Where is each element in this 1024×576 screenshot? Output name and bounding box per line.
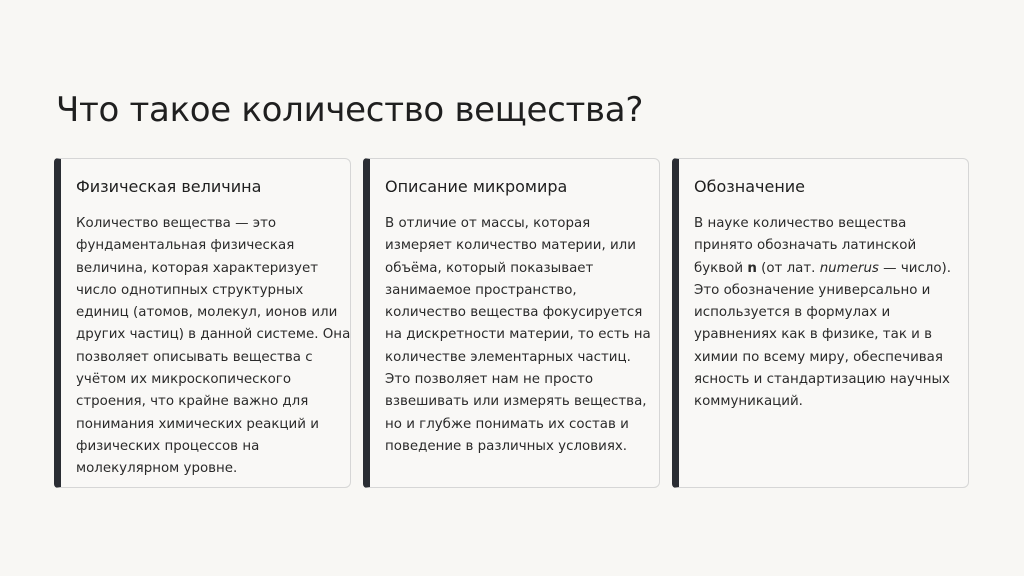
text-run: строения, что крайне важно для bbox=[76, 394, 309, 410]
text-run: взвешивать или измерять вещества, bbox=[385, 394, 647, 410]
text-run: число однотипных структурных bbox=[76, 282, 304, 298]
body-line bbox=[385, 436, 645, 458]
card-body bbox=[385, 213, 651, 458]
text-run: поведение в различных условиях. bbox=[385, 438, 628, 454]
body-line bbox=[76, 369, 336, 391]
body-line bbox=[694, 391, 954, 413]
body-line bbox=[385, 302, 645, 324]
text-run: единиц (атомов, молекул, ионов или bbox=[76, 305, 338, 321]
body-line bbox=[385, 258, 645, 280]
text-run: (от лат. bbox=[756, 260, 820, 276]
page-title: Что такое количество вещества? bbox=[56, 90, 644, 130]
body-line bbox=[76, 235, 336, 257]
text-run: химии по всему миру, обеспечивая bbox=[694, 349, 943, 365]
body-line bbox=[694, 324, 954, 346]
text-run: на дискретности материи, то есть на bbox=[385, 327, 651, 343]
body-line bbox=[694, 369, 954, 391]
text-run: Это позволяет нам не просто bbox=[385, 372, 594, 388]
text-run: принято обозначать латинской bbox=[694, 238, 917, 254]
body-line bbox=[694, 302, 954, 324]
body-line bbox=[694, 258, 954, 280]
body-line bbox=[385, 235, 645, 257]
body-line bbox=[385, 213, 645, 235]
text-run: измеряет количество материи, или bbox=[385, 238, 636, 254]
text-run: молекулярном уровне. bbox=[76, 461, 238, 477]
card-physical-quantity bbox=[54, 158, 351, 488]
text-run: величина, которая характеризует bbox=[76, 260, 319, 276]
body-line bbox=[76, 391, 336, 413]
body-line bbox=[76, 414, 336, 436]
text-run: В науке количество вещества bbox=[694, 216, 907, 231]
text-run: Количество вещества — это bbox=[76, 216, 277, 231]
text-run: физических процессов на bbox=[76, 438, 260, 454]
text-run: — число). bbox=[878, 260, 952, 276]
body-line bbox=[694, 347, 954, 369]
body-line bbox=[385, 391, 645, 413]
card-heading: Обозначение bbox=[694, 177, 806, 196]
text-run: позволяет описывать вещества с bbox=[76, 349, 313, 365]
text-run: Это обозначение универсально и bbox=[694, 282, 931, 298]
body-line bbox=[385, 414, 645, 436]
text-run: используется в формулах и bbox=[694, 305, 891, 321]
text-run: понимания химических реакций и bbox=[76, 416, 319, 432]
body-line bbox=[76, 258, 336, 280]
text-run: уравнениях как в физике, так и в bbox=[694, 327, 933, 343]
body-line bbox=[76, 347, 336, 369]
card-microworld-description bbox=[363, 158, 660, 488]
latin-term: numerus bbox=[819, 260, 879, 276]
body-line bbox=[76, 280, 336, 302]
text-run: занимаемое пространство, bbox=[385, 282, 577, 298]
text-run: фундаментальная физическая bbox=[76, 238, 295, 254]
body-line bbox=[76, 213, 336, 235]
text-run: ясность и стандартизацию научных bbox=[694, 372, 950, 388]
body-line bbox=[385, 347, 645, 369]
text-run: В отличие от массы, которая bbox=[385, 216, 591, 231]
body-line bbox=[385, 324, 651, 346]
body-line bbox=[694, 280, 954, 302]
card-notation bbox=[672, 158, 969, 488]
card-body bbox=[694, 213, 954, 414]
body-line bbox=[76, 458, 336, 480]
text-run: объёма, который показывает bbox=[385, 260, 594, 276]
body-line bbox=[76, 302, 336, 324]
symbol-n: n bbox=[747, 260, 757, 276]
body-line bbox=[385, 280, 645, 302]
card-heading: Физическая величина bbox=[76, 177, 262, 196]
body-line bbox=[694, 235, 954, 257]
body-line bbox=[385, 369, 645, 391]
text-run: количестве элементарных частиц. bbox=[385, 349, 631, 365]
text-run: коммуникаций. bbox=[694, 394, 803, 410]
text-run: количество вещества фокусируется bbox=[385, 305, 643, 321]
body-line bbox=[694, 213, 954, 235]
cards-row bbox=[54, 158, 969, 488]
body-line bbox=[76, 324, 351, 346]
card-body bbox=[76, 213, 351, 481]
card-heading: Описание микромира bbox=[385, 177, 568, 196]
text-run: буквой bbox=[694, 260, 748, 276]
text-run: других частиц) в данной системе. Она bbox=[76, 327, 351, 343]
text-run: учётом их микроскопического bbox=[76, 372, 292, 388]
text-run: но и глубже понимать их состав и bbox=[385, 416, 629, 432]
body-line bbox=[76, 436, 336, 458]
